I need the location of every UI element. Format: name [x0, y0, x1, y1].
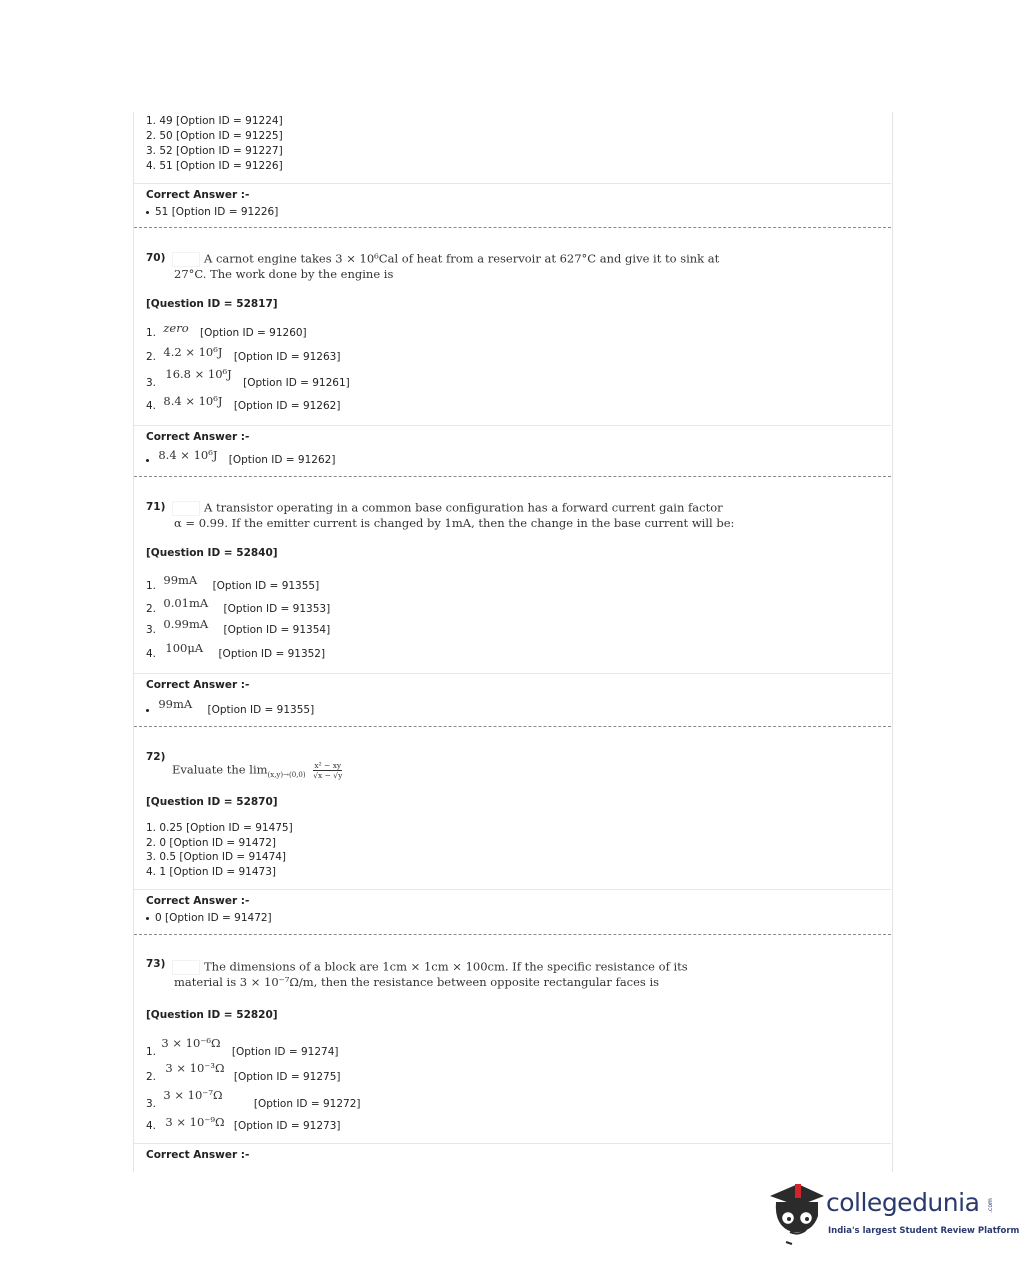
q72-option-1: 1. 0.25 [Option ID = 91475] — [146, 822, 293, 834]
question-separator — [134, 726, 891, 727]
q72-option-3: 3. 0.5 [Option ID = 91474] — [146, 851, 287, 863]
option-number: 3. — [146, 624, 157, 636]
option-number: 4. — [146, 1120, 157, 1132]
q72-correct-answer — [146, 912, 272, 925]
q70-question-id: [Question ID = 52817] — [146, 298, 278, 310]
option-id: [Option ID = 91261] — [243, 377, 350, 389]
q73-question-id: [Question ID = 52820] — [146, 1009, 278, 1021]
divider — [134, 183, 891, 184]
option-id: [Option ID = 91263] — [233, 351, 341, 363]
q69-correct-answer — [146, 206, 278, 219]
fraction-denominator: √x − √y — [313, 771, 343, 780]
correct-option-id: [Option ID = 91355] — [207, 704, 315, 716]
option-number: 3. — [146, 1098, 157, 1110]
option-value: 3 × 10⁻⁶Ω — [161, 1036, 221, 1050]
option-number: 2. — [146, 1071, 157, 1083]
q70-correct-answer — [146, 448, 336, 467]
q71-correct-label: Correct Answer :- — [146, 679, 250, 691]
q73-option-2 — [146, 1061, 341, 1084]
question-separator — [134, 476, 891, 477]
fraction-numerator: x² − xy — [314, 761, 342, 770]
q71-option-3 — [146, 617, 331, 637]
correct-value: 8.4 × 10⁶J — [158, 448, 218, 462]
option-id: [Option ID = 91262] — [233, 400, 341, 412]
q72-correct-label: Correct Answer :- — [146, 895, 250, 907]
option-value: 99mA — [163, 573, 198, 587]
q69-option-3: 3. 52 [Option ID = 91227] — [146, 145, 283, 157]
q71-option-1 — [146, 573, 320, 593]
option-value: 8.4 × 10⁶J — [163, 394, 223, 408]
option-number: 2. — [146, 351, 157, 363]
question-separator — [134, 227, 891, 228]
option-value: 0.99mA — [163, 617, 209, 631]
q69-option-2: 2. 50 [Option ID = 91225] — [146, 130, 283, 142]
q71-number: 71) — [146, 501, 166, 513]
q71-option-4 — [146, 641, 326, 661]
logo-wordmark: collegedunia — [826, 1188, 980, 1217]
option-value: 4.2 × 10⁶J — [163, 345, 223, 359]
option-id: [Option ID = 91275] — [233, 1071, 341, 1083]
option-value: 3 × 10⁻⁹Ω — [165, 1115, 225, 1129]
option-id: [Option ID = 91273] — [233, 1120, 341, 1132]
q72-option-2: 2. 0 [Option ID = 91472] — [146, 837, 277, 849]
option-value: 0.01mA — [163, 596, 209, 610]
option-id: [Option ID = 91353] — [223, 603, 331, 615]
option-id: [Option ID = 91272] — [253, 1098, 361, 1110]
q73-correct-label: Correct Answer :- — [146, 1149, 250, 1161]
q70-option-4 — [146, 394, 341, 413]
option-id: [Option ID = 91274] — [231, 1046, 339, 1058]
bullet — [146, 459, 149, 462]
option-id: [Option ID = 91260] — [200, 327, 307, 339]
q70-correct-label: Correct Answer :- — [146, 431, 250, 443]
q71-text-line1 — [172, 501, 723, 516]
divider — [134, 1143, 891, 1144]
bullet — [146, 211, 149, 214]
option-value: 3 × 10⁻³Ω — [165, 1061, 225, 1075]
q72-number: 72) — [146, 751, 166, 763]
q71-question-id: [Question ID = 52840] — [146, 547, 278, 559]
option-number: 1. — [146, 580, 157, 592]
option-number: 1. — [146, 1046, 157, 1058]
bullet — [146, 709, 149, 712]
q69-correct-label: Correct Answer :- — [146, 189, 250, 201]
divider — [134, 889, 891, 890]
question-image-placeholder — [172, 960, 200, 975]
q72-fraction — [313, 761, 342, 780]
option-value: 16.8 × 10⁶J — [165, 367, 232, 381]
q72-question-id: [Question ID = 52870] — [146, 796, 278, 808]
q72-option-4: 4. 1 [Option ID = 91473] — [146, 866, 277, 878]
divider — [134, 673, 891, 674]
correct-option-id: [Option ID = 91262] — [228, 454, 336, 466]
option-number: 4. — [146, 400, 157, 412]
option-number: 4. — [146, 648, 157, 660]
q70-option-3 — [146, 367, 350, 390]
q71-text-1: A transistor operating in a common base configuration has a forward current gain factor — [204, 500, 723, 515]
q69-option-1: 1. 49 [Option ID = 91224] — [146, 115, 283, 127]
q69-correct-text: 51 [Option ID = 91226] — [155, 206, 279, 218]
logo-com: .com — [986, 1198, 994, 1213]
q70-text-1: A carnot engine takes 3 × 10⁶Cal of heat from a reservoir at 627°C and give it to sink at — [204, 251, 720, 266]
q72-correct-text: 0 [Option ID = 91472] — [155, 912, 272, 924]
option-id: [Option ID = 91355] — [212, 580, 320, 592]
q72-limit-sub: (x,y)→(0,0) — [267, 770, 306, 779]
option-number: 3. — [146, 377, 157, 389]
q73-text-line2: material is 3 × 10⁻⁷Ω/m, then the resistance between opposite rectangular faces is — [174, 975, 660, 989]
q73-text-1: The dimensions of a block are 1cm × 1cm × 100cm. If the specific resistance of its — [204, 959, 688, 974]
bullet — [146, 917, 149, 920]
q73-number: 73) — [146, 958, 166, 970]
option-number: 1. — [146, 327, 157, 339]
q73-option-4 — [146, 1115, 341, 1133]
q69-option-4: 4. 51 [Option ID = 91226] — [146, 160, 283, 172]
option-id: [Option ID = 91352] — [218, 648, 326, 660]
q73-option-1 — [146, 1036, 339, 1059]
q73-text-line1 — [172, 960, 688, 975]
option-value: 100μA — [165, 641, 204, 655]
correct-value: 99mA — [158, 697, 193, 711]
q70-option-1 — [146, 321, 307, 340]
q71-correct-answer — [146, 697, 315, 717]
option-number: 2. — [146, 603, 157, 615]
question-image-placeholder — [172, 252, 200, 267]
q71-option-2 — [146, 596, 331, 616]
q70-text-line2: 27°C. The work done by the engine is — [174, 267, 394, 281]
q70-text-line1 — [172, 252, 719, 267]
q72-text — [172, 761, 342, 780]
option-id: [Option ID = 91354] — [223, 624, 331, 636]
question-image-placeholder — [172, 501, 200, 516]
option-value: 3 × 10⁻⁷Ω — [163, 1088, 223, 1102]
q72-text-main: Evaluate the lim — [172, 762, 268, 777]
option-value: zero — [163, 321, 189, 335]
q70-number: 70) — [146, 252, 166, 264]
q73-option-3 — [146, 1088, 361, 1111]
divider — [134, 425, 891, 426]
q71-text-line2: α = 0.99. If the emitter current is changed by 1mA, then the change in the base current will be: — [174, 516, 735, 530]
q70-option-2 — [146, 345, 341, 364]
question-separator — [134, 934, 891, 935]
logo-tagline: India's largest Student Review Platform — [828, 1226, 1020, 1236]
